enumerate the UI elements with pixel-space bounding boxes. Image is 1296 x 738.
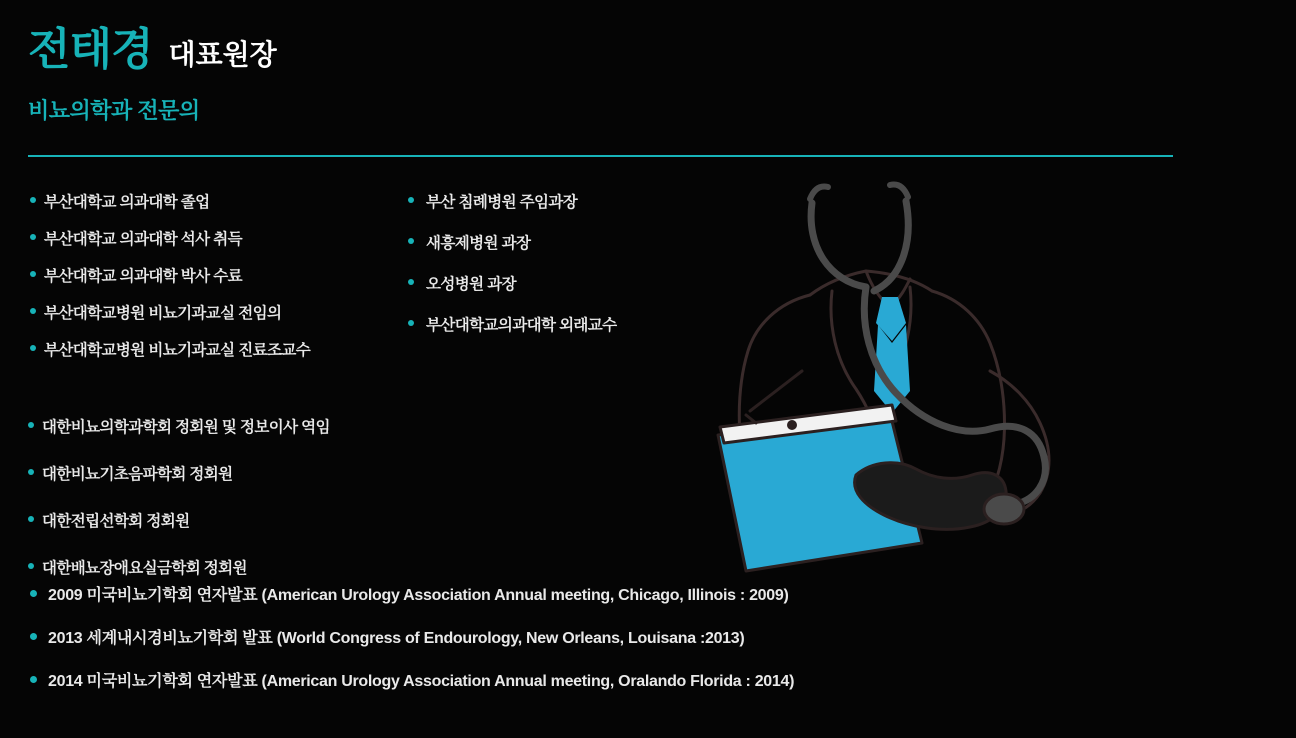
- tie-shape: [874, 297, 910, 413]
- list-item: 부산대학교 의과대학 박사 수료: [30, 264, 430, 286]
- list-item: 부산대학교의과대학 외래교수: [408, 313, 738, 335]
- doctor-specialty: 비뇨의학과 전문의: [28, 98, 200, 123]
- list-item: 새흥제병원 과장: [408, 231, 738, 253]
- list-item: 2009 미국비뇨기학회 연자발표 (American Urology Association Annual meeting, Chicago, Illinois : 2009): [30, 582, 1080, 605]
- stethoscope-chestpiece: [984, 494, 1024, 524]
- header-divider: [28, 155, 1173, 157]
- list-item: 2013 세계내시경비뇨기학회 발표 (World Congress of Endourology, New Orleans, Louisana :2013): [30, 625, 1080, 648]
- name-row: [28, 25, 1178, 74]
- list-item: 부산대학교병원 비뇨기과교실 전임의: [30, 301, 430, 323]
- doctor-with-clipboard-and-stethoscope-icon: [660, 175, 1130, 605]
- societies-items: [28, 415, 588, 578]
- education-items: [30, 190, 430, 360]
- profile-header: [28, 25, 1178, 125]
- list-item: 대한비뇨의학과학회 정회원 및 정보이사 역임: [28, 415, 588, 437]
- list-item: 대한전립선학회 정회원: [28, 509, 588, 531]
- doctor-name: 전태경: [28, 25, 153, 74]
- list-item: 부산대학교병원 비뇨기과교실 진료조교수: [30, 338, 430, 360]
- list-item: 대한비뇨기초음파학회 정회원: [28, 462, 588, 484]
- list-item: 2014 미국비뇨기학회 연자발표 (American Urology Association Annual meeting, Oralando Florida : 2014): [30, 668, 1080, 691]
- education-list: [30, 190, 430, 375]
- list-item: 부산대학교 의과대학 석사 취득: [30, 227, 430, 249]
- doctor-position: 대표원장: [168, 39, 277, 70]
- list-item: 대한배뇨장애요실금학회 정회원: [28, 556, 588, 578]
- list-item: 부산 침례병원 주임과장: [408, 190, 738, 212]
- list-item: 부산대학교 의과대학 졸업: [30, 190, 430, 212]
- list-item: 오성병원 과장: [408, 272, 738, 294]
- doctor-illustration: [660, 175, 1130, 605]
- societies-list: [28, 415, 588, 603]
